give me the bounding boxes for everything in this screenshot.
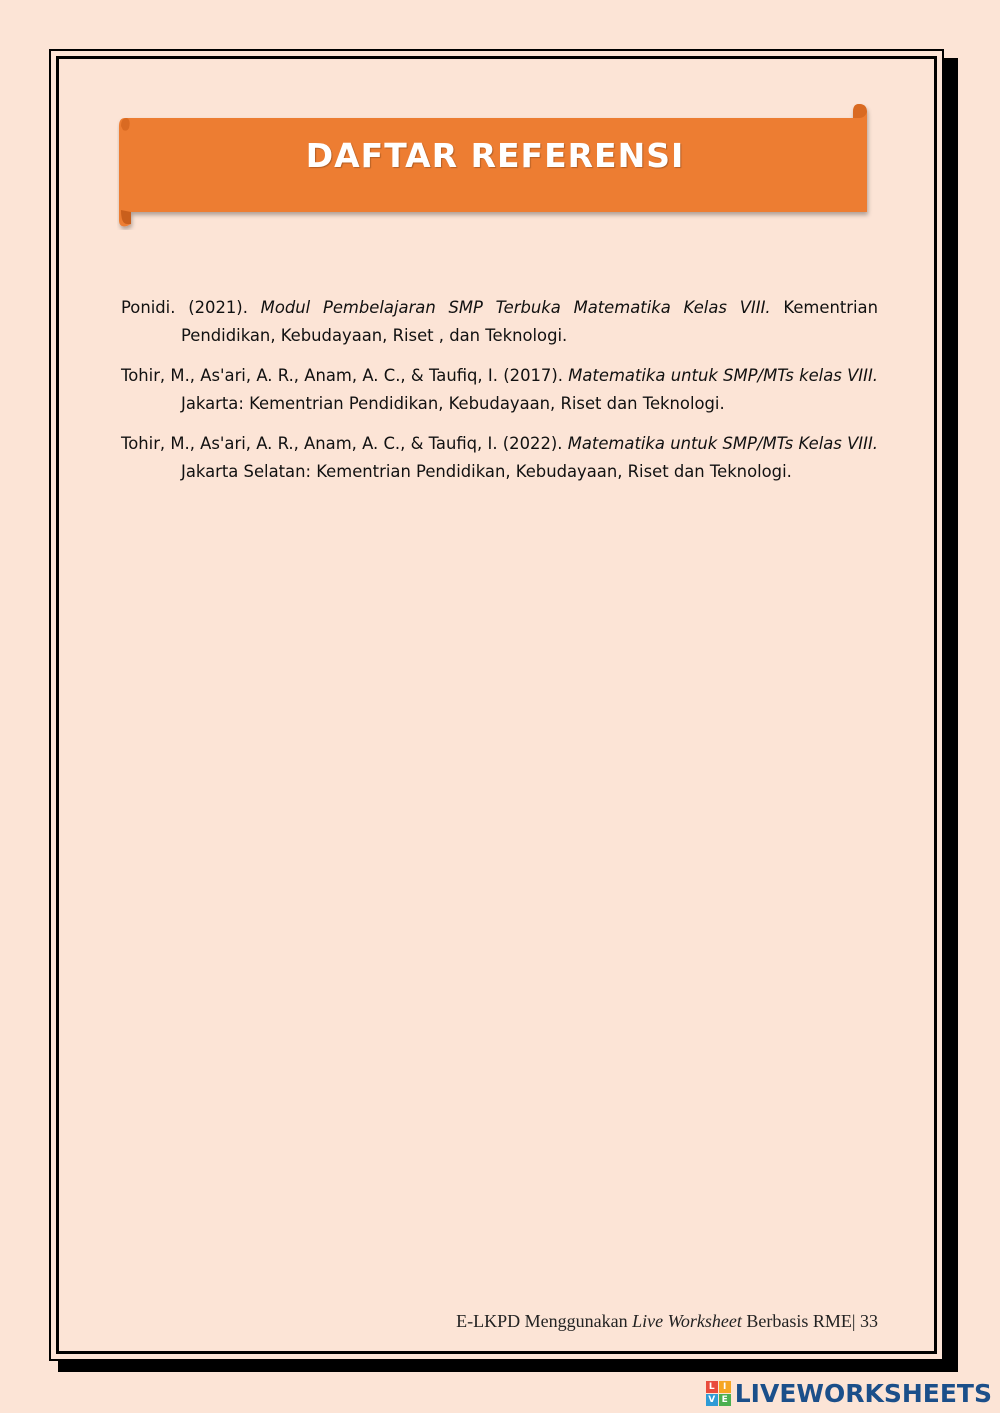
reference-item xyxy=(121,362,878,418)
footer-page-number: Berbasis RME| 33 xyxy=(741,1311,878,1331)
reference-publisher: Jakarta: Kementrian Pendidikan, Kebudayaan, Riset dan Teknologi. xyxy=(181,394,725,413)
reference-item xyxy=(121,294,878,350)
liveworksheets-watermark xyxy=(706,1378,992,1408)
page-frame xyxy=(49,49,944,1361)
reference-title: Matematika untuk SMP/MTs kelas VIII. xyxy=(568,366,879,385)
reference-authors: Tohir, M., As'ari, A. R., Anam, A. C., & Taufiq, I. (2022). xyxy=(121,434,568,453)
page-footer xyxy=(456,1311,878,1332)
liveworksheets-logo-icon: L I V E xyxy=(706,1381,731,1406)
footer-text: E-LKPD Menggunakan xyxy=(456,1311,633,1331)
reference-authors: Ponidi. (2021). xyxy=(121,298,261,317)
reference-list xyxy=(121,294,878,498)
footer-italic-text: Live Worksheet xyxy=(632,1311,742,1331)
page-frame-inner-border xyxy=(56,56,937,1354)
reference-publisher: Jakarta Selatan: Kementrian Pendidikan, Kebudayaan, Riset dan Teknologi. xyxy=(181,462,792,481)
title-banner xyxy=(117,100,873,230)
liveworksheets-wordmark: LIVEWORKSHEETS xyxy=(734,1378,992,1408)
reference-publisher: Kementrian Pendidikan, Kebudayaan, Riset , dan Teknologi. xyxy=(181,298,878,345)
reference-authors: Tohir, M., As'ari, A. R., Anam, A. C., & Taufiq, I. (2017). xyxy=(121,366,569,385)
reference-item xyxy=(121,430,878,486)
reference-title: Matematika untuk SMP/MTs Kelas VIII. xyxy=(567,434,878,453)
page-title: DAFTAR REFERENSI xyxy=(305,136,685,175)
reference-title: Modul Pembelajaran SMP Terbuka Matematika Kelas VIII. xyxy=(260,298,771,317)
